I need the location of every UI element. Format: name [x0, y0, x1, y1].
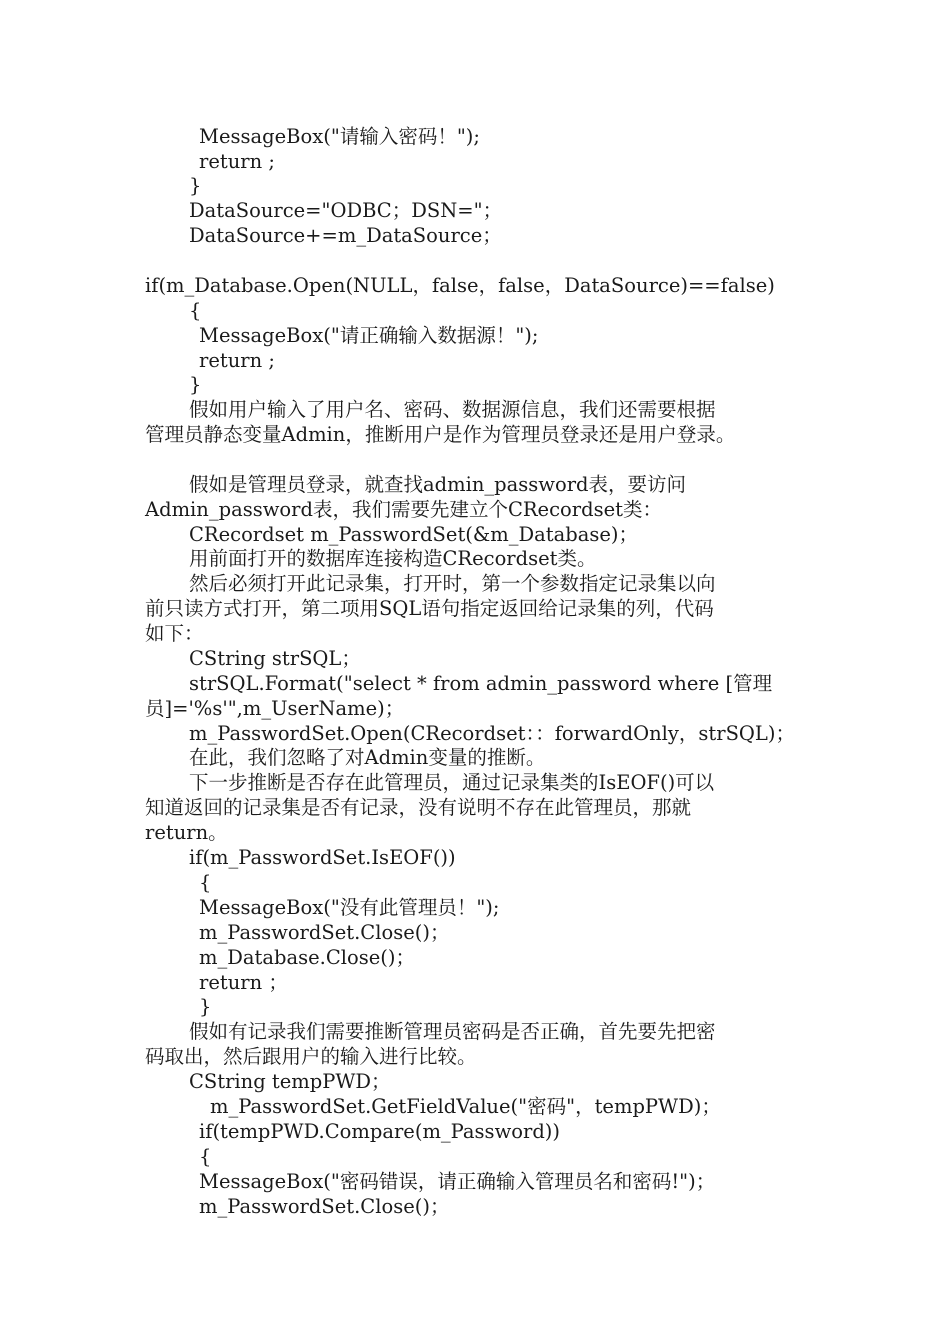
paragraph-line: 假如用户输入了用户名、密码、数据源信息，我们还需要根据	[189, 398, 716, 421]
paragraph-line: 管理员静态变量Admin，推断用户是作为管理员登录还是用户登录。	[145, 423, 736, 446]
code-line: return ;	[199, 150, 275, 173]
code-line: m_Database.Close()；	[199, 946, 415, 969]
paragraph-line: 前只读方式打开，第二项用SQL语句指定返回给记录集的列，代码	[145, 597, 714, 620]
code-line: DataSource="ODBC；DSN="；	[189, 199, 503, 222]
paragraph-line: 下一步推断是否存在此管理员，通过记录集类的IsEOF()可以	[189, 771, 715, 794]
paragraph-line: 如下：	[145, 622, 204, 645]
code-line: MessageBox("请正确输入数据源！");	[199, 324, 539, 347]
code-line: return ；	[199, 971, 288, 994]
code-line: }	[189, 373, 202, 396]
code-line: }	[199, 995, 212, 1018]
code-line: MessageBox("密码错误，请正确输入管理员名和密码!")；	[199, 1170, 716, 1193]
paragraph-line: 码取出，然后跟用户的输入进行比较。	[145, 1045, 477, 1068]
code-line: 员]='%s'",m_UserName)；	[145, 697, 405, 720]
code-line: {	[199, 1145, 212, 1168]
paragraph-line: 假如是管理员登录，就查找admin_password表，要访问	[189, 473, 687, 496]
code-line: m_PasswordSet.GetFieldValue("密码"，tempPWD)；	[210, 1095, 721, 1118]
code-line: {	[189, 299, 202, 322]
code-line: m_PasswordSet.Close()；	[199, 1195, 450, 1218]
code-line: DataSource+=m_DataSource；	[189, 224, 502, 247]
code-line: CString tempPWD；	[189, 1070, 391, 1093]
code-line: {	[199, 871, 212, 894]
code-line: }	[189, 174, 202, 197]
paragraph-line: 用前面打开的数据库连接构造CRecordset类。	[189, 547, 597, 570]
code-line: if(tempPWD.Compare(m_Password))	[199, 1120, 561, 1143]
code-line: m_PasswordSet.Open(CRecordset：：forwardOnly，strSQL)；	[189, 722, 795, 745]
code-line: strSQL.Format("select * from admin_password where [管理	[189, 672, 773, 695]
code-line: return ;	[199, 349, 275, 372]
code-line: MessageBox("没有此管理员！");	[199, 896, 500, 919]
paragraph-line: return。	[145, 821, 228, 844]
paragraph-line: 在此，我们忽略了对Admin变量的推断。	[189, 746, 546, 769]
code-line: if(m_PasswordSet.IsEOF())	[189, 846, 456, 869]
code-line: MessageBox("请输入密码！");	[199, 125, 480, 148]
paragraph-line: 然后必须打开此记录集，打开时，第一个参数指定记录集以向	[189, 572, 716, 595]
code-line: CRecordset m_PasswordSet(&m_Database)；	[189, 523, 638, 546]
paragraph-line: 假如有记录我们需要推断管理员密码是否正确，首先要先把密	[189, 1020, 716, 1043]
paragraph-line: Admin_password表，我们需要先建立个CRecordset类：	[145, 498, 662, 521]
code-line: m_PasswordSet.Close()；	[199, 921, 450, 944]
code-line: CString strSQL；	[189, 647, 361, 670]
paragraph-line: 知道返回的记录集是否有记录，没有说明不存在此管理员，那就	[145, 796, 692, 819]
code-line: if(m_Database.Open(NULL，false，false，DataSource)==false)	[145, 274, 775, 297]
